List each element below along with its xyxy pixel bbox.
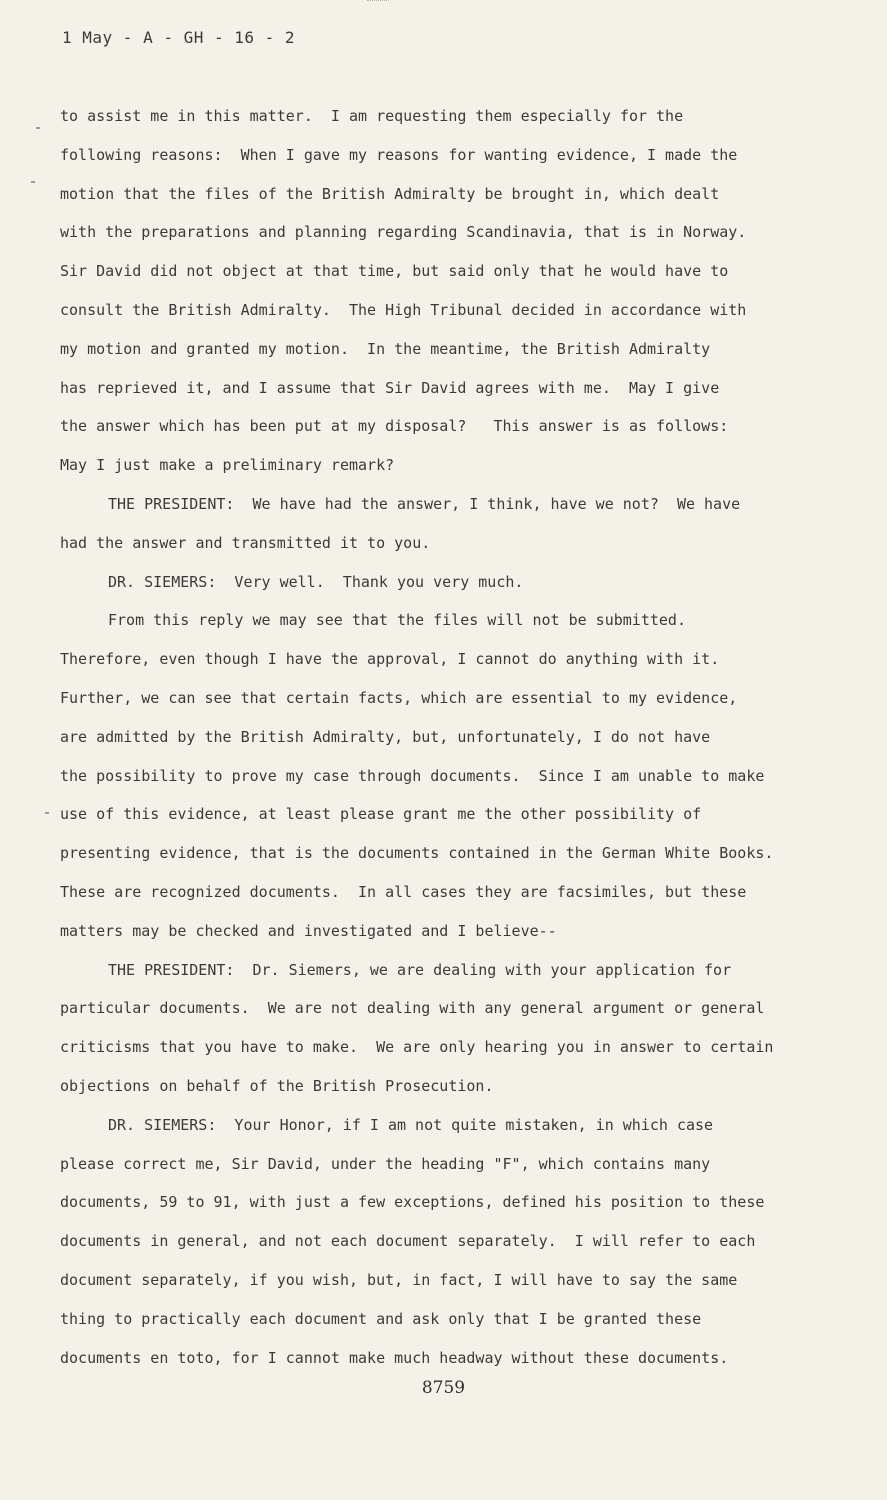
margin-mark	[36, 127, 40, 129]
transcript-line: has reprieved it, and I assume that Sir David agrees with me. May I give	[60, 378, 720, 397]
transcript-line: May I just make a preliminary remark?	[60, 456, 395, 475]
transcript-line: had the answer and transmitted it to you.	[60, 533, 431, 552]
transcript-line: the answer which has been put at my disposal? This answer is as follows:	[60, 417, 729, 436]
transcript-line: with the preparations and planning regarding Scandinavia, that is in Norway.	[60, 223, 747, 242]
paper-mark	[367, 0, 389, 7]
transcript-line: presenting evidence, that is the documents contained in the German White Books.	[60, 844, 774, 863]
transcript-line: Further, we can see that certain facts, which are essential to my evidence,	[60, 688, 738, 707]
transcript-line: documents en toto, for I cannot make much headway without these documents.	[60, 1348, 729, 1367]
transcript-line: my motion and granted my motion. In the meantime, the British Admiralty	[60, 339, 711, 358]
transcript-line: document separately, if you wish, but, in fact, I will have to say the same	[60, 1270, 738, 1289]
transcript-line: following reasons: When I gave my reasons for wanting evidence, I made the	[60, 145, 738, 164]
transcript-line: documents, 59 to 91, with just a few exceptions, defined his position to these	[60, 1193, 765, 1212]
transcript-line: objections on behalf of the British Prosecution.	[60, 1076, 494, 1095]
transcript-line: criticisms that you have to make. We are only hearing you in answer to certain	[60, 1038, 774, 1057]
transcript-line: particular documents. We are not dealing with any general argument or general	[60, 999, 765, 1018]
transcript-line: the possibility to prove my case through documents. Since I am unable to make	[60, 766, 765, 785]
transcript-line: THE PRESIDENT: Dr. Siemers, we are dealing with your application for	[108, 960, 732, 979]
transcript-line: THE PRESIDENT: We have had the answer, I think, have we not? We have	[108, 494, 741, 513]
transcript-line: Sir David did not object at that time, but said only that he would have to	[60, 262, 729, 281]
page-number: 8759	[421, 1378, 466, 1398]
transcript-line: From this reply we may see that the files will not be submitted.	[108, 611, 686, 630]
transcript-line: use of this evidence, at least please grant me the other possibility of	[60, 805, 702, 824]
margin-mark	[31, 181, 35, 183]
transcript-body	[60, 103, 850, 1383]
transcript-line: please correct me, Sir David, under the heading "F", which contains many	[60, 1154, 711, 1173]
transcript-line: DR. SIEMERS: Your Honor, if I am not quite mistaken, in which case	[108, 1115, 714, 1134]
page-header-reference: 1 May - A - GH - 16 - 2	[62, 28, 296, 47]
transcript-line: These are recognized documents. In all cases they are facsimiles, but these	[60, 882, 747, 901]
transcript-line: matters may be checked and investigated and I believe--	[60, 921, 557, 940]
transcript-line: documents in general, and not each document separately. I will refer to each	[60, 1232, 756, 1251]
transcript-line: thing to practically each document and ask only that I be granted these	[60, 1309, 702, 1328]
transcript-line: consult the British Admiralty. The High Tribunal decided in accordance with	[60, 300, 747, 319]
margin-mark	[45, 812, 49, 814]
transcript-line: are admitted by the British Admiralty, but, unfortunately, I do not have	[60, 727, 711, 746]
transcript-line: motion that the files of the British Admiralty be brought in, which dealt	[60, 184, 720, 203]
transcript-line: DR. SIEMERS: Very well. Thank you very much.	[108, 572, 524, 591]
transcript-line: Therefore, even though I have the approval, I cannot do anything with it.	[60, 650, 720, 669]
transcript-line: to assist me in this matter. I am requesting them especially for the	[60, 107, 684, 125]
